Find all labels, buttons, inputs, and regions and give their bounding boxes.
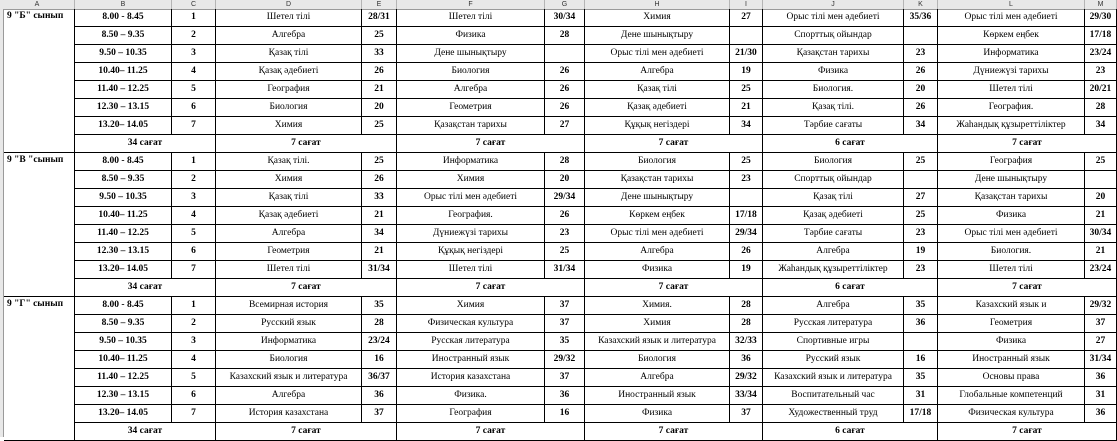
room-cell[interactable]: 34 [730, 117, 763, 135]
room-cell[interactable]: 28 [362, 315, 397, 333]
lesson-time-cell[interactable]: 13.20– 14.05 [75, 261, 172, 279]
subject-cell[interactable]: Орыс тілі мен әдебиеті [938, 9, 1085, 27]
lesson-number-cell[interactable]: 1 [172, 9, 216, 27]
lesson-number-cell[interactable]: 1 [172, 153, 216, 171]
room-cell[interactable]: 20 [1085, 189, 1117, 207]
room-cell[interactable]: 23 [1085, 63, 1117, 81]
room-cell[interactable]: 35 [362, 297, 397, 315]
subject-cell[interactable]: Қазақ әдебиеті [216, 63, 362, 81]
room-cell[interactable]: 23 [730, 171, 763, 189]
subject-cell[interactable]: Иностранный язык [397, 351, 545, 369]
daily-total-cell[interactable]: 7 сағат [216, 135, 397, 153]
subject-cell[interactable]: Биология [763, 153, 904, 171]
subject-cell[interactable]: Шетел тілі [397, 261, 545, 279]
subject-cell[interactable]: Қазақстан тарихы [763, 45, 904, 63]
daily-total-cell[interactable]: 7 сағат [585, 135, 763, 153]
column-header-a[interactable]: A [0, 0, 75, 9]
subject-cell[interactable]: Воспитательный час [763, 387, 904, 405]
subject-cell[interactable]: Қазақ әдебиеті [216, 207, 362, 225]
subject-cell[interactable]: Физическая культура [938, 405, 1085, 423]
room-cell[interactable]: 17/18 [730, 207, 763, 225]
lesson-time-cell[interactable]: 12.30 – 13.15 [75, 243, 172, 261]
lesson-number-cell[interactable]: 1 [172, 297, 216, 315]
daily-total-cell[interactable]: 7 сағат [585, 279, 763, 297]
room-cell[interactable]: 28 [545, 153, 585, 171]
room-cell[interactable]: 21/30 [730, 45, 763, 63]
room-cell[interactable]: 16 [904, 351, 938, 369]
room-cell[interactable]: 26 [362, 171, 397, 189]
subject-cell[interactable]: Русская литература [763, 315, 904, 333]
room-cell[interactable]: 37 [362, 405, 397, 423]
column-header-b[interactable]: B [75, 0, 172, 9]
subject-cell[interactable]: Қазақ тілі. [216, 153, 362, 171]
lesson-time-cell[interactable]: 8.00 - 8.45 [75, 297, 172, 315]
room-cell[interactable]: 27 [730, 9, 763, 27]
room-cell[interactable]: 23 [904, 261, 938, 279]
room-cell[interactable]: 25 [730, 153, 763, 171]
room-cell[interactable]: 29/32 [730, 369, 763, 387]
room-cell[interactable]: 36 [362, 387, 397, 405]
subject-cell[interactable]: Биология [397, 63, 545, 81]
subject-cell[interactable]: Химия [585, 9, 730, 27]
lesson-time-cell[interactable]: 8.00 - 8.45 [75, 9, 172, 27]
subject-cell[interactable]: Алгебра [763, 243, 904, 261]
column-header-i[interactable]: I [730, 0, 763, 9]
subject-cell[interactable]: Казахский язык и литература [216, 369, 362, 387]
room-cell[interactable]: 21 [1085, 207, 1117, 225]
room-cell[interactable]: 33 [362, 45, 397, 63]
subject-cell[interactable]: Алгебра [216, 27, 362, 45]
subject-cell[interactable]: Химия [216, 117, 362, 135]
daily-total-cell[interactable]: 7 сағат [397, 279, 585, 297]
daily-total-cell[interactable]: 7 сағат [216, 279, 397, 297]
subject-cell[interactable]: Қазақ тілі [763, 189, 904, 207]
room-cell[interactable]: 27 [1085, 333, 1117, 351]
lesson-time-cell[interactable]: 12.30 – 13.15 [75, 387, 172, 405]
lesson-time-cell[interactable]: 10.40– 11.25 [75, 207, 172, 225]
room-cell[interactable]: 37 [1085, 315, 1117, 333]
room-cell[interactable]: 37 [545, 315, 585, 333]
subject-cell[interactable]: Физика [938, 333, 1085, 351]
lesson-time-cell[interactable]: 9.50 – 10.35 [75, 333, 172, 351]
subject-cell[interactable]: Казахский язык и [938, 297, 1085, 315]
room-cell[interactable]: 19 [730, 261, 763, 279]
room-cell[interactable]: 28 [730, 315, 763, 333]
subject-cell[interactable]: Русская литература [397, 333, 545, 351]
room-cell[interactable] [904, 333, 938, 351]
subject-cell[interactable]: Тәрбие сағаты [763, 225, 904, 243]
subject-cell[interactable]: Химия [216, 171, 362, 189]
subject-cell[interactable]: Физика [938, 207, 1085, 225]
lesson-time-cell[interactable]: 8.50 – 9.35 [75, 171, 172, 189]
lesson-number-cell[interactable]: 5 [172, 225, 216, 243]
subject-cell[interactable]: Биология [585, 351, 730, 369]
room-cell[interactable]: 25 [362, 117, 397, 135]
subject-cell[interactable]: Спорттық ойындар [763, 171, 904, 189]
lesson-number-cell[interactable]: 7 [172, 117, 216, 135]
lesson-number-cell[interactable]: 6 [172, 243, 216, 261]
subject-cell[interactable]: Қазақстан тарихы [585, 171, 730, 189]
room-cell[interactable]: 26 [904, 99, 938, 117]
room-cell[interactable]: 16 [545, 405, 585, 423]
lesson-number-cell[interactable]: 5 [172, 369, 216, 387]
room-cell[interactable]: 26 [545, 81, 585, 99]
subject-cell[interactable]: Қазақ әдебиеті [763, 207, 904, 225]
room-cell[interactable]: 28/31 [362, 9, 397, 27]
subject-cell[interactable]: Орыс тілі мен әдебиеті [585, 225, 730, 243]
daily-total-cell[interactable]: 7 сағат [216, 423, 397, 441]
column-header-m[interactable]: M [1085, 0, 1117, 9]
lesson-time-cell[interactable]: 9.50 – 10.35 [75, 189, 172, 207]
room-cell[interactable]: 21 [730, 99, 763, 117]
room-cell[interactable]: 26 [545, 63, 585, 81]
subject-cell[interactable]: Тәрбие сағаты [763, 117, 904, 135]
subject-cell[interactable]: Дүниежүзі тарихы [938, 63, 1085, 81]
room-cell[interactable]: 25 [545, 243, 585, 261]
subject-cell[interactable]: География [216, 81, 362, 99]
room-cell[interactable]: 19 [730, 63, 763, 81]
room-cell[interactable]: 31/34 [1085, 351, 1117, 369]
daily-total-cell[interactable]: 7 сағат [938, 279, 1117, 297]
subject-cell[interactable]: Көркем еңбек [585, 207, 730, 225]
lesson-time-cell[interactable]: 11.40 – 12.25 [75, 81, 172, 99]
room-cell[interactable]: 29/30 [1085, 9, 1117, 27]
room-cell[interactable]: 25 [362, 27, 397, 45]
lesson-number-cell[interactable]: 4 [172, 63, 216, 81]
room-cell[interactable] [904, 171, 938, 189]
room-cell[interactable]: 30/34 [545, 9, 585, 27]
room-cell[interactable]: 26 [545, 99, 585, 117]
subject-cell[interactable]: Физика [763, 63, 904, 81]
room-cell[interactable]: 20 [545, 171, 585, 189]
room-cell[interactable]: 20/21 [1085, 81, 1117, 99]
subject-cell[interactable]: Физика [585, 261, 730, 279]
room-cell[interactable]: 23/24 [362, 333, 397, 351]
room-cell[interactable]: 31/34 [362, 261, 397, 279]
subject-cell[interactable]: Алгебра [397, 81, 545, 99]
subject-cell[interactable]: Орыс тілі мен әдебиеті [585, 45, 730, 63]
subject-cell[interactable]: Биология [216, 351, 362, 369]
subject-cell[interactable]: Қазақ тілі [216, 189, 362, 207]
daily-total-cell[interactable]: 6 сағат [763, 279, 938, 297]
subject-cell[interactable]: Информатика [938, 45, 1085, 63]
daily-total-cell[interactable]: 6 сағат [763, 423, 938, 441]
room-cell[interactable]: 34 [904, 117, 938, 135]
subject-cell[interactable]: Дене шынықтыру [938, 171, 1085, 189]
room-cell[interactable]: 35 [545, 333, 585, 351]
room-cell[interactable]: 23 [545, 225, 585, 243]
subject-cell[interactable]: Алгебра [585, 243, 730, 261]
lesson-number-cell[interactable]: 4 [172, 351, 216, 369]
room-cell[interactable] [1085, 171, 1117, 189]
subject-cell[interactable]: Всемирная история [216, 297, 362, 315]
class-name-cell[interactable]: 9 "Б" сынып [4, 9, 75, 153]
column-header-k[interactable]: K [904, 0, 938, 9]
room-cell[interactable]: 21 [362, 243, 397, 261]
room-cell[interactable]: 20 [904, 81, 938, 99]
subject-cell[interactable]: Қазақ әдебиеті [585, 99, 730, 117]
lesson-time-cell[interactable]: 11.40 – 12.25 [75, 369, 172, 387]
subject-cell[interactable]: Алгебра [585, 63, 730, 81]
subject-cell[interactable]: География. [938, 99, 1085, 117]
subject-cell[interactable]: Қазақ тілі [216, 45, 362, 63]
subject-cell[interactable]: Биология. [938, 243, 1085, 261]
room-cell[interactable]: 36/37 [362, 369, 397, 387]
lesson-number-cell[interactable]: 6 [172, 99, 216, 117]
column-header-h[interactable]: H [585, 0, 730, 9]
room-cell[interactable]: 26 [904, 63, 938, 81]
room-cell[interactable]: 26 [362, 63, 397, 81]
room-cell[interactable]: 25 [730, 81, 763, 99]
subject-cell[interactable]: Көркем еңбек [938, 27, 1085, 45]
room-cell[interactable]: 31 [1085, 387, 1117, 405]
room-cell[interactable]: 26 [730, 243, 763, 261]
lesson-number-cell[interactable]: 3 [172, 45, 216, 63]
room-cell[interactable]: 33/34 [730, 387, 763, 405]
lesson-number-cell[interactable]: 3 [172, 333, 216, 351]
room-cell[interactable]: 29/32 [1085, 297, 1117, 315]
lesson-time-cell[interactable]: 9.50 – 10.35 [75, 45, 172, 63]
room-cell[interactable]: 23 [904, 225, 938, 243]
subject-cell[interactable]: Шетел тілі [938, 261, 1085, 279]
subject-cell[interactable]: Орыс тілі мен әдебиеті [763, 9, 904, 27]
room-cell[interactable]: 20 [362, 99, 397, 117]
subject-cell[interactable]: Русский язык [216, 315, 362, 333]
class-name-cell[interactable]: 9 "В "сынып [4, 153, 75, 297]
subject-cell[interactable]: Геометрия [397, 99, 545, 117]
subject-cell[interactable]: Казахский язык и литература [585, 333, 730, 351]
subject-cell[interactable]: Биология [216, 99, 362, 117]
room-cell[interactable]: 27 [904, 189, 938, 207]
subject-cell[interactable]: Химия [585, 315, 730, 333]
room-cell[interactable] [730, 189, 763, 207]
room-cell[interactable]: 32/33 [730, 333, 763, 351]
room-cell[interactable]: 36 [904, 315, 938, 333]
room-cell[interactable]: 27 [545, 117, 585, 135]
room-cell[interactable]: 25 [362, 153, 397, 171]
lesson-number-cell[interactable]: 5 [172, 81, 216, 99]
lesson-number-cell[interactable]: 2 [172, 315, 216, 333]
subject-cell[interactable]: Дүниежүзі тарихы [397, 225, 545, 243]
room-cell[interactable]: 35 [904, 297, 938, 315]
lesson-number-cell[interactable]: 3 [172, 189, 216, 207]
subject-cell[interactable]: Қазақстан тарихы [397, 117, 545, 135]
subject-cell[interactable]: Иностранный язык [938, 351, 1085, 369]
room-cell[interactable] [730, 27, 763, 45]
column-header-f[interactable]: F [397, 0, 545, 9]
subject-cell[interactable]: Құқық негіздері [585, 117, 730, 135]
room-cell[interactable]: 36 [730, 351, 763, 369]
subject-cell[interactable]: Казахский язык и литература [763, 369, 904, 387]
daily-total-cell[interactable]: 7 сағат [938, 423, 1117, 441]
subject-cell[interactable]: Информатика [216, 333, 362, 351]
column-header-j[interactable]: J [763, 0, 904, 9]
subject-cell[interactable]: Дене шынықтыру [585, 189, 730, 207]
room-cell[interactable] [545, 45, 585, 63]
subject-cell[interactable]: Шетел тілі [216, 261, 362, 279]
column-header-d[interactable]: D [216, 0, 362, 9]
subject-cell[interactable]: История казахстана [397, 369, 545, 387]
daily-total-cell[interactable]: 7 сағат [585, 423, 763, 441]
room-cell[interactable]: 36 [1085, 405, 1117, 423]
room-cell[interactable]: 26 [545, 207, 585, 225]
room-cell[interactable]: 17/18 [1085, 27, 1117, 45]
subject-cell[interactable]: География. [397, 207, 545, 225]
room-cell[interactable]: 36 [1085, 369, 1117, 387]
column-header-l[interactable]: L [938, 0, 1085, 9]
weekly-total-cell[interactable]: 34 сағат [75, 423, 216, 441]
lesson-time-cell[interactable]: 12.30 – 13.15 [75, 99, 172, 117]
room-cell[interactable]: 30/34 [1085, 225, 1117, 243]
subject-cell[interactable]: Физика [397, 27, 545, 45]
room-cell[interactable]: 25 [904, 207, 938, 225]
subject-cell[interactable]: Қазақ тілі [585, 81, 730, 99]
lesson-time-cell[interactable]: 8.50 – 9.35 [75, 27, 172, 45]
subject-cell[interactable]: Русский язык [763, 351, 904, 369]
subject-cell[interactable]: Алгебра [216, 387, 362, 405]
subject-cell[interactable]: Шетел тілі [938, 81, 1085, 99]
subject-cell[interactable]: Қазақстан тарихы [938, 189, 1085, 207]
lesson-time-cell[interactable]: 13.20– 14.05 [75, 117, 172, 135]
lesson-time-cell[interactable]: 10.40– 11.25 [75, 63, 172, 81]
subject-cell[interactable]: Биология [585, 153, 730, 171]
subject-cell[interactable]: Алгебра [585, 369, 730, 387]
lesson-number-cell[interactable]: 7 [172, 261, 216, 279]
subject-cell[interactable]: Физика [585, 405, 730, 423]
column-header-c[interactable]: C [172, 0, 216, 9]
lesson-number-cell[interactable]: 7 [172, 405, 216, 423]
room-cell[interactable]: 25 [1085, 153, 1117, 171]
subject-cell[interactable]: Құқық негіздері [397, 243, 545, 261]
room-cell[interactable]: 19 [904, 243, 938, 261]
room-cell[interactable]: 33 [362, 189, 397, 207]
subject-cell[interactable]: Геометрия [938, 315, 1085, 333]
subject-cell[interactable]: История казахстана [216, 405, 362, 423]
room-cell[interactable]: 31/34 [545, 261, 585, 279]
subject-cell[interactable]: География [397, 405, 545, 423]
column-header-g[interactable]: G [545, 0, 585, 9]
room-cell[interactable]: 28 [545, 27, 585, 45]
subject-cell[interactable]: Дене шынықтыру [397, 45, 545, 63]
room-cell[interactable]: 28 [730, 297, 763, 315]
room-cell[interactable]: 36 [545, 387, 585, 405]
room-cell[interactable]: 34 [1085, 117, 1117, 135]
class-name-cell[interactable]: 9 "Г" сынып [4, 297, 75, 441]
lesson-time-cell[interactable]: 8.50 – 9.35 [75, 315, 172, 333]
subject-cell[interactable]: Спорттық ойындар [763, 27, 904, 45]
room-cell[interactable]: 23/24 [1085, 45, 1117, 63]
room-cell[interactable]: 37 [730, 405, 763, 423]
lesson-number-cell[interactable]: 6 [172, 387, 216, 405]
weekly-total-cell[interactable]: 34 сағат [75, 135, 216, 153]
subject-cell[interactable]: Физика. [397, 387, 545, 405]
lesson-number-cell[interactable]: 2 [172, 171, 216, 189]
room-cell[interactable]: 37 [545, 369, 585, 387]
lesson-time-cell[interactable]: 13.20– 14.05 [75, 405, 172, 423]
subject-cell[interactable]: Иностранный язык [585, 387, 730, 405]
room-cell[interactable]: 16 [362, 351, 397, 369]
subject-cell[interactable]: Алгебра [763, 297, 904, 315]
subject-cell[interactable]: Шетел тілі [397, 9, 545, 27]
subject-cell[interactable]: Жаһандық құзыреттіліктер [763, 261, 904, 279]
subject-cell[interactable]: География [938, 153, 1085, 171]
subject-cell[interactable]: Алгебра [216, 225, 362, 243]
subject-cell[interactable]: Орыс тілі мен әдебиеті [397, 189, 545, 207]
subject-cell[interactable]: Шетел тілі [216, 9, 362, 27]
subject-cell[interactable]: Қазақ тілі. [763, 99, 904, 117]
daily-total-cell[interactable]: 7 сағат [397, 135, 585, 153]
room-cell[interactable] [904, 27, 938, 45]
room-cell[interactable]: 21 [362, 81, 397, 99]
subject-cell[interactable]: Художественный труд [763, 405, 904, 423]
room-cell[interactable]: 28 [1085, 99, 1117, 117]
daily-total-cell[interactable]: 6 сағат [763, 135, 938, 153]
room-cell[interactable]: 23 [904, 45, 938, 63]
room-cell[interactable]: 31 [904, 387, 938, 405]
room-cell[interactable]: 35/36 [904, 9, 938, 27]
room-cell[interactable]: 37 [545, 297, 585, 315]
subject-cell[interactable]: Информатика [397, 153, 545, 171]
subject-cell[interactable]: Глобальные компетенций [938, 387, 1085, 405]
room-cell[interactable]: 29/34 [730, 225, 763, 243]
room-cell[interactable]: 29/32 [545, 351, 585, 369]
room-cell[interactable]: 23/24 [1085, 261, 1117, 279]
subject-cell[interactable]: Орыс тілі мен әдебиеті [938, 225, 1085, 243]
room-cell[interactable]: 29/34 [545, 189, 585, 207]
room-cell[interactable]: 25 [904, 153, 938, 171]
subject-cell[interactable]: Спортивные игры [763, 333, 904, 351]
weekly-total-cell[interactable]: 34 сағат [75, 279, 216, 297]
daily-total-cell[interactable]: 7 сағат [938, 135, 1117, 153]
subject-cell[interactable]: Геометрия [216, 243, 362, 261]
room-cell[interactable]: 34 [362, 225, 397, 243]
subject-cell[interactable]: Физическая культура [397, 315, 545, 333]
subject-cell[interactable]: Основы права [938, 369, 1085, 387]
subject-cell[interactable]: Химия. [585, 297, 730, 315]
lesson-number-cell[interactable]: 2 [172, 27, 216, 45]
lesson-time-cell[interactable]: 8.00 - 8.45 [75, 153, 172, 171]
room-cell[interactable]: 21 [1085, 243, 1117, 261]
subject-cell[interactable]: Дене шынықтыру [585, 27, 730, 45]
subject-cell[interactable]: Химия [397, 297, 545, 315]
subject-cell[interactable]: Химия [397, 171, 545, 189]
lesson-time-cell[interactable]: 11.40 – 12.25 [75, 225, 172, 243]
daily-total-cell[interactable]: 7 сағат [397, 423, 585, 441]
room-cell[interactable]: 21 [362, 207, 397, 225]
subject-cell[interactable]: Жаһандық құзыреттіліктер [938, 117, 1085, 135]
room-cell[interactable]: 35 [904, 369, 938, 387]
room-cell[interactable]: 17/18 [904, 405, 938, 423]
subject-cell[interactable]: Биология. [763, 81, 904, 99]
column-header-e[interactable]: E [362, 0, 397, 9]
lesson-time-cell[interactable]: 10.40– 11.25 [75, 351, 172, 369]
lesson-number-cell[interactable]: 4 [172, 207, 216, 225]
